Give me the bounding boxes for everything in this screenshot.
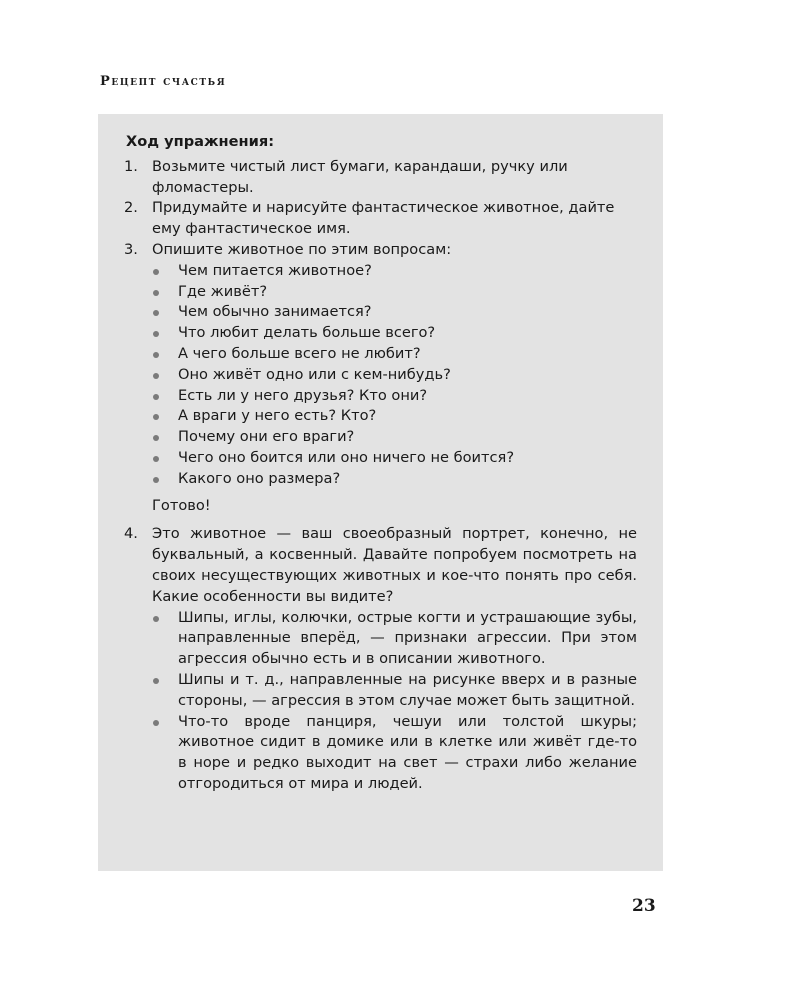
step-item <box>124 198 637 240</box>
question-list <box>152 261 637 490</box>
bullet-text: Чем питается животное? <box>178 261 372 279</box>
bullet-text: Почему они его враги? <box>178 428 355 446</box>
done-note: Готово! <box>152 496 211 514</box>
bullet-icon <box>153 435 159 441</box>
list-item <box>152 386 637 407</box>
page-number: 23 <box>632 896 656 916</box>
bullet-text: А враги у него есть? Кто? <box>178 407 377 425</box>
steps-list <box>124 157 637 795</box>
bullet-text: Шипы, иглы, колючки, острые когти и устрашающие зубы, направленные вперёд, — признаки агрессии. При этом агрессия обычно есть и в описании животного. <box>178 608 637 668</box>
bullet-text: Оно живёт одно или с кем-нибудь? <box>178 365 451 383</box>
bullet-text: Что любит делать больше всего? <box>178 324 436 342</box>
list-item <box>152 427 637 448</box>
step-text: Это животное — ваш своеобразный портрет, конечно, не буквальный, а косвенный. Давайте попробуем посмотреть на своих несуществующих животных и кое-что понять про себя. Какие особенности вы видите? <box>152 525 637 605</box>
bullet-icon <box>153 269 159 275</box>
list-item <box>152 365 637 386</box>
list-item <box>152 344 637 365</box>
bullet-icon <box>153 456 159 462</box>
list-item <box>152 448 637 469</box>
feature-list <box>152 608 637 795</box>
bullet-icon <box>153 678 159 684</box>
bullet-text: Что-то вроде панциря, чешуи или толстой шкуры; животное сидит в домике или в клетке или живёт где-то в норе и редко выходит на свет — страхи либо желание отгородиться от мира и людей. <box>178 712 637 792</box>
step-number: 4. <box>124 525 138 543</box>
list-item <box>152 406 637 427</box>
list-item <box>152 608 637 670</box>
bullet-text: Чего оно боится или оно ничего не боится? <box>178 448 515 466</box>
bullet-icon <box>153 394 159 400</box>
bullet-icon <box>153 352 159 358</box>
bullet-icon <box>153 414 159 420</box>
bullet-text: Чем обычно занимается? <box>178 303 372 321</box>
bullet-icon <box>153 290 159 296</box>
list-item <box>152 670 637 712</box>
bullet-icon <box>153 331 159 337</box>
exercise-box <box>98 114 663 871</box>
list-item <box>152 302 637 323</box>
step-item <box>124 240 637 516</box>
bullet-icon <box>153 310 159 316</box>
step-number: 2. <box>124 199 138 217</box>
bullet-icon <box>153 720 159 726</box>
exercise-heading: Ход упражнения: <box>126 133 275 150</box>
bullet-text: А чего больше всего не любит? <box>178 344 421 362</box>
bullet-icon <box>153 477 159 483</box>
step-text: Придумайте и нарисуйте фантастическое животное, дайте ему фантастическое имя. <box>152 199 615 238</box>
step-number: 1. <box>124 157 138 175</box>
bullet-text: Где живёт? <box>178 282 268 300</box>
step-number: 3. <box>124 240 138 258</box>
list-item <box>152 712 637 795</box>
running-title: Рецепт счастья <box>100 74 227 89</box>
step-item <box>124 524 637 794</box>
list-item <box>152 261 637 282</box>
bullet-icon <box>153 616 159 622</box>
list-item <box>152 282 637 303</box>
step-text: Опишите животное по этим вопросам: <box>152 240 452 258</box>
list-item <box>152 469 637 490</box>
bullet-text: Шипы и т. д., направленные на рисунке вверх и в разные стороны, — агрессия в этом случае может быть защитной. <box>178 670 637 709</box>
list-item <box>152 323 637 344</box>
step-item <box>124 157 637 199</box>
bullet-text: Какого оно размера? <box>178 469 341 487</box>
bullet-text: Есть ли у него друзья? Кто они? <box>178 386 428 404</box>
step-text: Возьмите чистый лист бумаги, карандаши, ручку или фломастеры. <box>152 157 568 196</box>
bullet-icon <box>153 373 159 379</box>
